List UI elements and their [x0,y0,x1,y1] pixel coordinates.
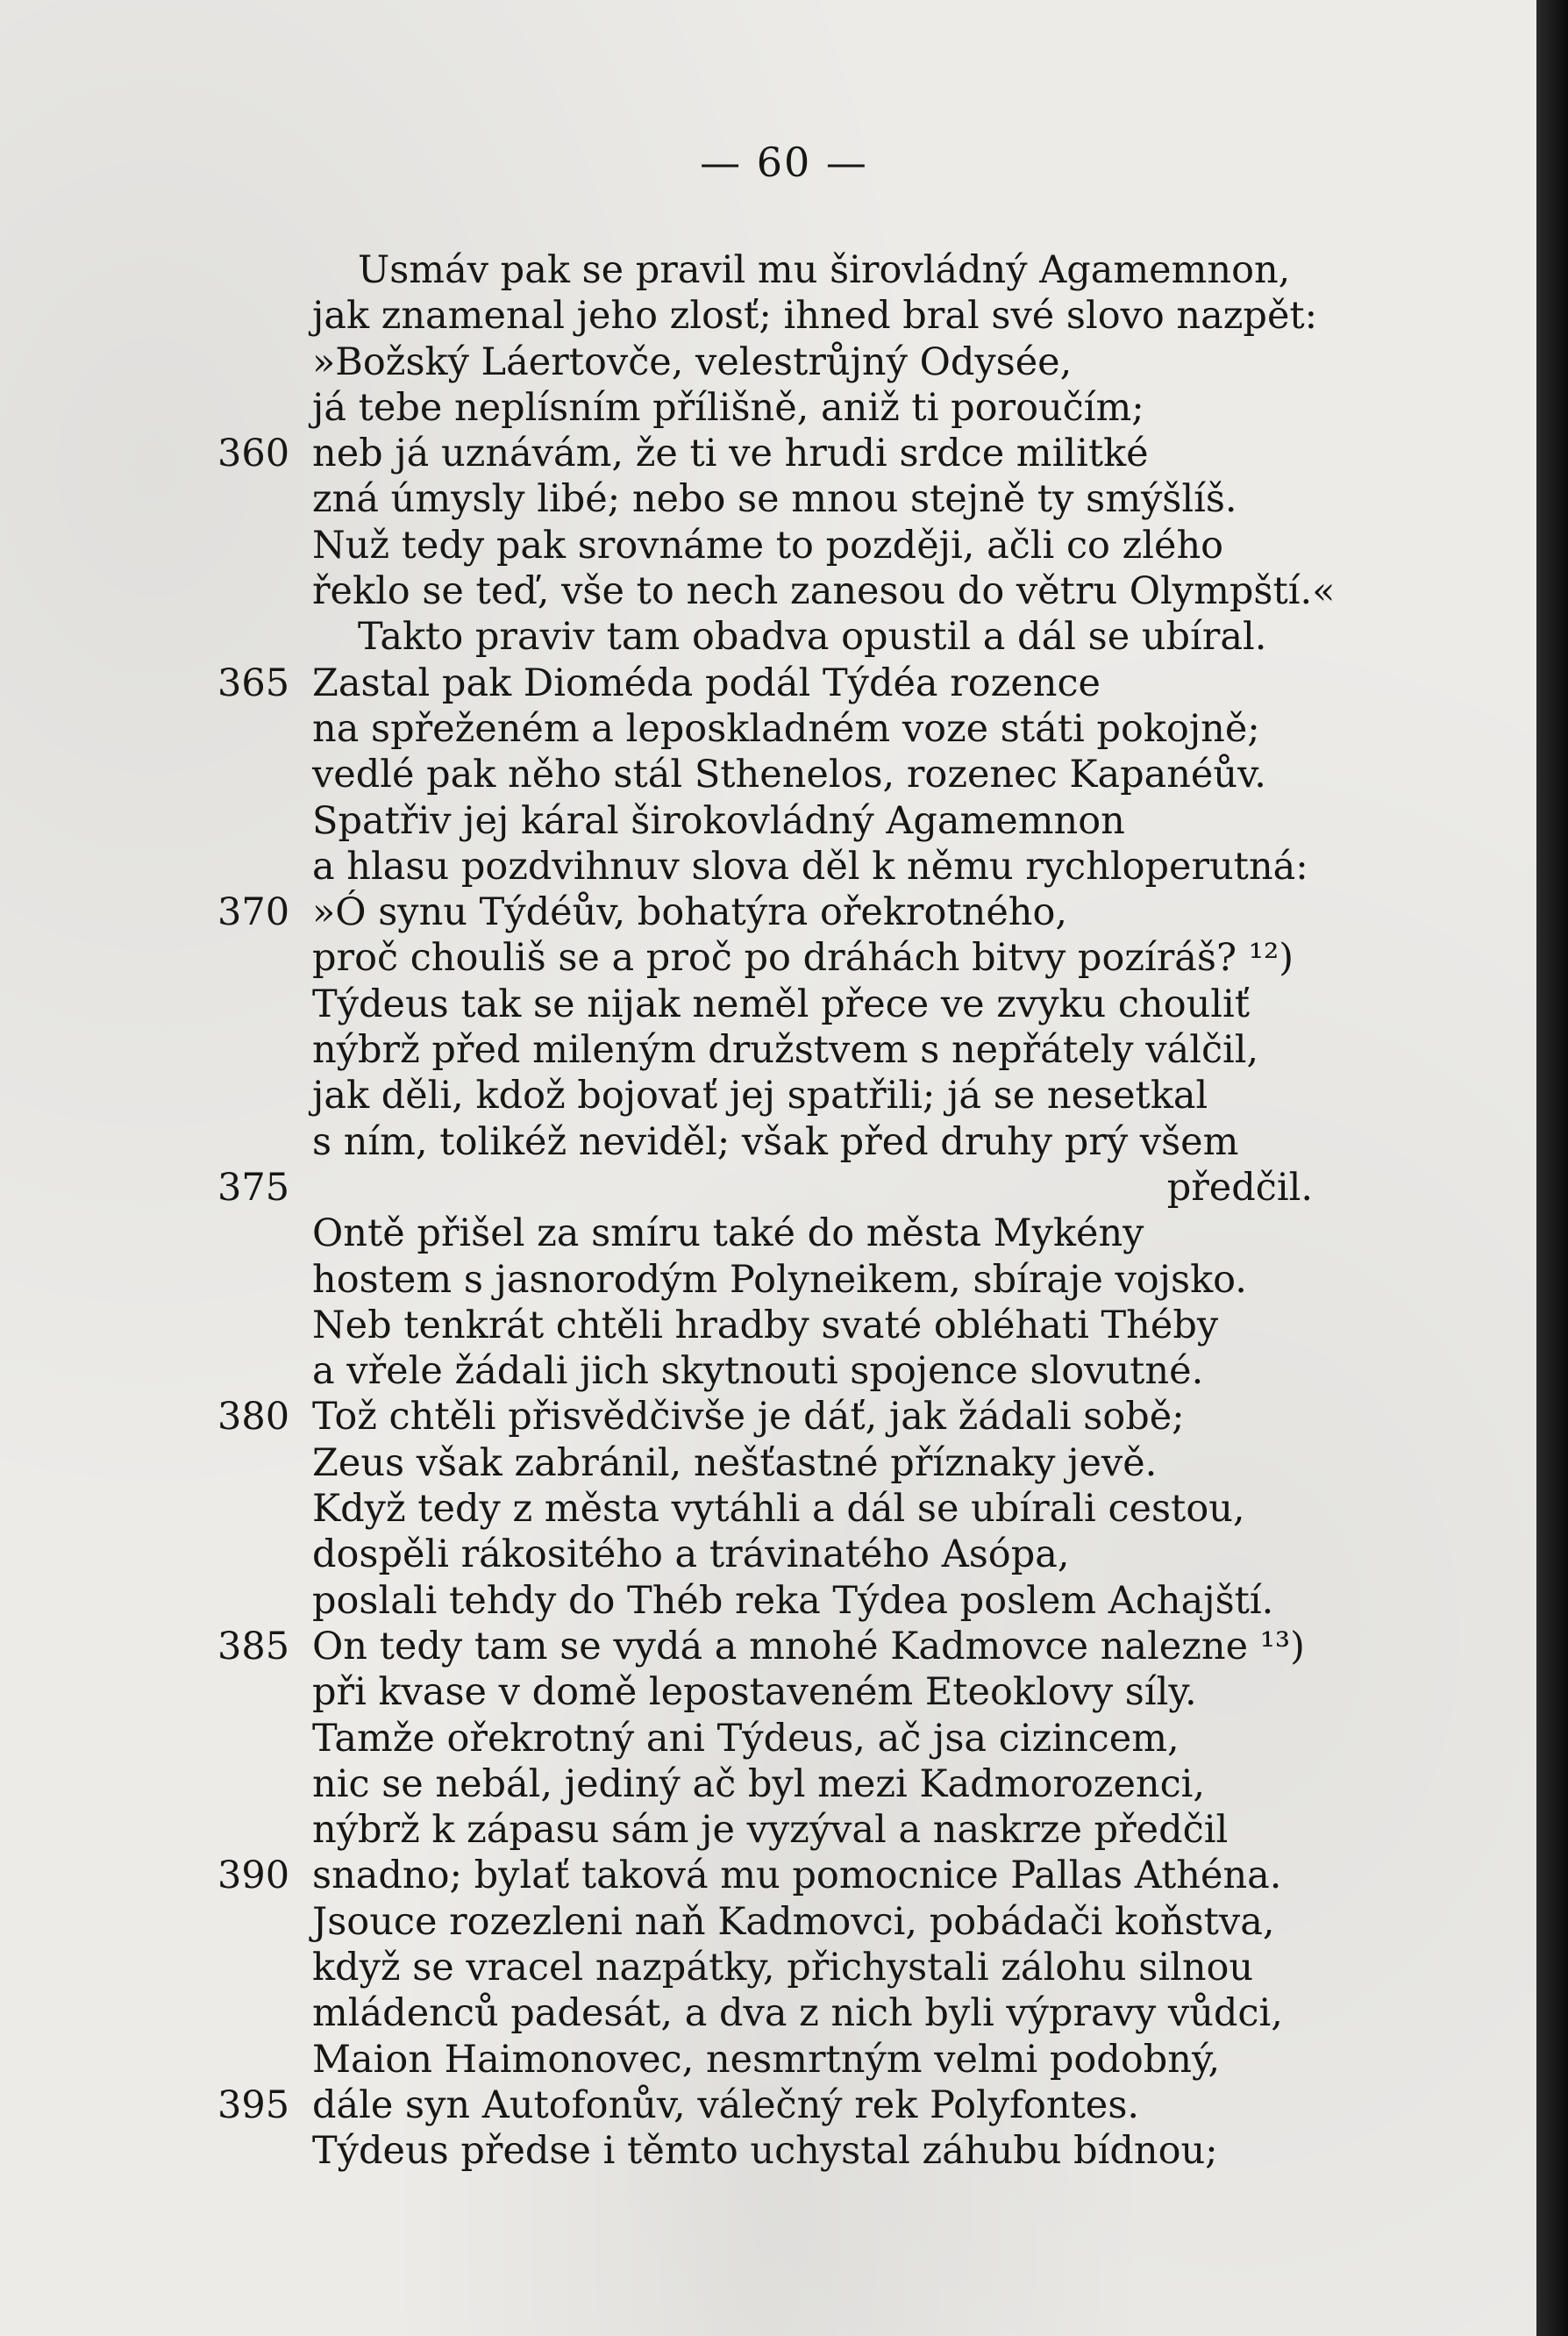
line-text: nic se nebál, jediný ač byl mezi Kadmorozenci, [312,1761,1206,1806]
verse-line [0,1257,1536,1303]
line-text: »Ó synu Týdéův, bohatýra ořekrotného, [312,890,1068,935]
verse-line [0,889,1536,935]
verse-line [0,2128,1536,2174]
line-text: zná úmysly libé; nebo se mnou stejně ty smýšlíš. [312,477,1237,522]
verse-line [0,706,1536,752]
verse-line [0,1807,1536,1853]
line-text: Tož chtěli přisvědčivše je dáť, jak žádali sobě; [312,1395,1185,1439]
line-text: On tedy tam se vydá a mnohé Kadmovce nalezne ¹³) [312,1624,1305,1668]
verse-line [0,339,1536,385]
line-text: poslali tehdy do Théb reka Týdea poslem Achajští. [312,1578,1274,1623]
verse-line [0,385,1536,431]
verse-line [0,247,1536,293]
verse-line [0,1486,1536,1532]
line-text: a vřele žádali jich skytnouti spojence slovutné. [312,1349,1204,1394]
line-number: 360 [217,432,290,476]
verse-line [0,798,1536,844]
verse-line [0,1348,1536,1394]
verse-line [0,1578,1536,1624]
line-text: při kvase v domě lepostaveném Eteoklovy síly. [312,1670,1197,1715]
line-number: 370 [217,890,290,935]
verse-line [0,982,1536,1027]
verse-line [0,935,1536,981]
verse-line [0,1669,1536,1715]
line-text: Jsouce rozezleni naň Kadmovci, pobádači koňstva, [312,1899,1275,1944]
verse-line [0,614,1536,660]
line-text: Když tedy z města vytáhli a dál se ubírali cestou, [312,1487,1245,1532]
verse-line [0,1027,1536,1073]
line-number: 365 [217,661,290,705]
verse-line [0,523,1536,568]
verse-line [0,1211,1536,1256]
line-text: Zeus však zabránil, nešťastné příznaky jevě. [312,1440,1158,1485]
verse-line [0,1761,1536,1807]
line-text: »Božský Láertovče, velestrůjný Odysée, [312,339,1073,384]
line-text: já tebe neplísním přílišně, aniž ti poroučím; [312,385,1144,430]
line-number: 390 [217,1854,290,1898]
line-text: mládenců padesát, a dva z nich byli výpravy vůdci, [312,1991,1283,2036]
line-text: neb já uznávám, že ti ve hrudi srdce militké [312,432,1149,476]
verse-line [0,1440,1536,1486]
line-number: 375 [217,1165,290,1210]
verse-line [0,1165,1536,1211]
line-number: 385 [217,1624,290,1668]
line-text: a hlasu pozdvihnuv slova děl k němu rychloperutná: [312,844,1308,889]
verse-line [0,431,1536,476]
verse-block [0,247,1536,2174]
line-text: řeklo se teď, vše to nech zanesou do větru Olympští.« [312,569,1336,614]
verse-line [0,2082,1536,2128]
verse-line [0,2037,1536,2082]
verse-line [0,1716,1536,1761]
line-text: Spatřiv jej káral širokovládný Agamemnon [312,798,1125,843]
line-text: Ontě přišel za smíru také do města Mykény [312,1211,1144,1256]
line-number: 380 [217,1395,290,1439]
line-text: vedlé pak něho stál Sthenelos, rozenec Kapanéův. [312,753,1266,797]
line-text: když se vracel nazpátky, přichystali zálohu silnou [312,1945,1254,1990]
line-text: nýbrž před mileným družstvem s nepřátely válčil, [312,1028,1259,1073]
verse-line [0,752,1536,797]
line-text: Maion Haimonovec, nesmrtným velmi podobný, [312,2037,1221,2082]
line-text: snadno; bylať taková mu pomocnice Pallas Athéna. [312,1854,1282,1898]
verse-line [0,568,1536,614]
line-text: Tamže ořekrotný ani Týdeus, ač jsa cizincem, [312,1716,1180,1761]
verse-line [0,844,1536,889]
line-text: Týdeus tak se nijak neměl přece ve zvyku chouliť [312,982,1251,1026]
verse-line [0,1303,1536,1348]
line-text: jak znamenal jeho zlosť; ihned bral své slovo nazpět: [312,294,1318,339]
verse-line [0,1394,1536,1439]
line-text: Neb tenkrát chtěli hradby svaté obléhati Théby [312,1303,1219,1347]
line-text: s ním, tolikéž neviděl; však před druhy prý všem [312,1119,1239,1164]
verse-line [0,1073,1536,1118]
line-text: Takto praviv tam obadva opustil a dál se ubíral. [358,615,1267,660]
line-text: dospěli rákositého a trávinatého Asópa, [312,1532,1070,1577]
line-text: Nuž tedy pak srovnáme to později, ačli co zlého [312,523,1224,568]
verse-line [0,293,1536,339]
verse-line [0,1899,1536,1945]
line-text: předčil. [1166,1165,1313,1210]
line-text: Usmáv pak se pravil mu širovládný Agamemnon, [358,248,1291,292]
line-text: dále syn Autofonův, válečný rek Polyfontes. [312,2082,1140,2127]
page-edge [1536,0,1568,2336]
verse-line [0,661,1536,706]
line-text: na spřeženém a leposkladném voze státi pokojně; [312,706,1260,751]
verse-line [0,1990,1536,2036]
page-number: — 60 — [700,139,868,186]
line-text: nýbrž k zápasu sám je vyzýval a naskrze předčil [312,1808,1229,1853]
verse-line [0,1532,1536,1577]
verse-line [0,1853,1536,1898]
verse-line [0,1119,1536,1165]
line-text: jak děli, kdož bojovať jej spatřili; já se nesetkal [312,1074,1208,1118]
line-text: Zastal pak Dioméda podál Týdéa rozence [312,661,1101,705]
line-text: hostem s jasnorodým Polyneikem, sbíraje vojsko. [312,1257,1247,1302]
verse-line [0,1624,1536,1669]
line-number: 395 [217,2082,290,2127]
line-text: Týdeus předse i těmto uchystal záhubu bídnou; [312,2129,1218,2174]
verse-line [0,1945,1536,1990]
verse-line [0,476,1536,522]
line-text: proč chouliš se a proč po dráhách bitvy pozíráš? ¹²) [312,936,1294,981]
